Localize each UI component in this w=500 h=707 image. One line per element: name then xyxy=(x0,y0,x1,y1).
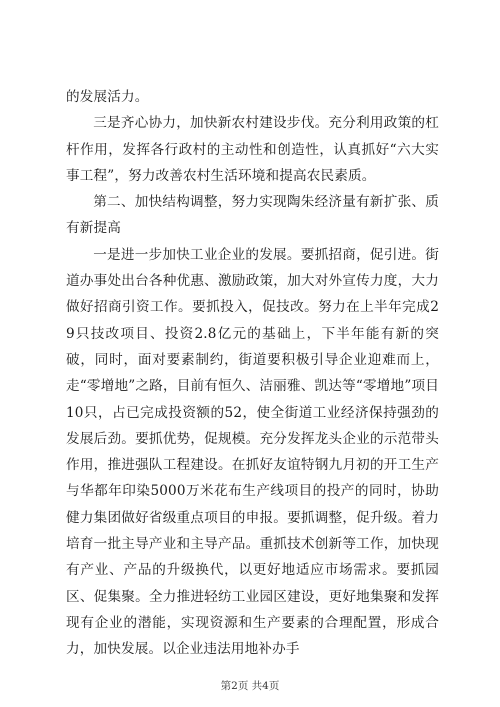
paragraph-2: 三是齐心协力，加快新农村建设步伐。充分利用政策的杠杆作用，发挥各行政村的主动性和创造性，认真抓好“六大实事工程”，努力改善农村生活环境和提高农民素质。 xyxy=(66,115,439,184)
document-body xyxy=(66,84,439,663)
paragraph-3: 第二、加快结构调整，努力实现陶朱经济量有新扩张、质有新提高 xyxy=(66,194,439,237)
page-number-footer: 第2页 共4页 xyxy=(220,680,280,692)
paragraph-4: 一是进一步加快工业企业的发展。要抓招商，促引进。街道办事处出台各种优惠、激励政策，加大对外宣传力度，大力做好招商引资工作。要抓投入，促技改。努力在上半年完成29只技改项目、投资2.8亿元的基础上，下半年能有新的突破，同时，面对要素制约，街道要积极引导企业迎难而上，走“零增地”之路，目前有恒久、洁丽雅、凯达等“零增地”项目10只，占已完成投资额的52，使全街道工业经济保持强劲的发展后劲。要抓优势，促规模。充分发挥龙头企业的示范带头作用，推进强队工程建设。在抓好友谊特钢九月初的开工生产与华都年印染5000万米花布生产线项目的投产的同时，协助健力集团做好省级重点项目的申报。要抓调整，促升级。着力培育一批主导产业和主导产品。重抓技术创新等工作，加快现有产业、产品的升级换代，以更好地适应市场需求。要抓园区、促集聚。全力推进轻纺工业园区建设，更好地集聚和发挥现有企业的潜能，实现资源和生产要素的合理配置，形成合力，加快发展。以企业违法用地补办手 xyxy=(66,246,439,658)
paragraph-1: 的发展活力。 xyxy=(66,89,149,105)
